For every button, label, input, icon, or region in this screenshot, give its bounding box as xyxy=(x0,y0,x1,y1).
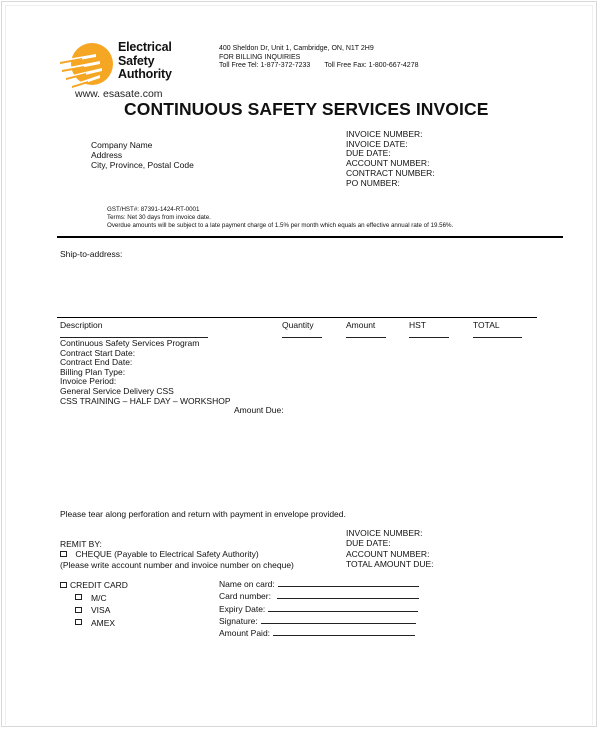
amount-paid-row xyxy=(219,628,419,640)
contract-number-label: CONTRACT NUMBER: xyxy=(346,167,435,178)
amex-checkbox[interactable] xyxy=(75,619,82,625)
card-details xyxy=(219,579,419,640)
billing-inquiries-label: FOR BILLING INQUIRIES xyxy=(219,53,301,61)
remit-total-amount-due-label: TOTAL AMOUNT DUE: xyxy=(346,559,434,570)
line-items xyxy=(60,339,231,406)
signature-label: Signature: xyxy=(219,615,258,626)
credit-card-label: CREDIT CARD xyxy=(70,580,128,590)
cheque-checkbox[interactable] xyxy=(60,551,67,557)
address-line: 400 Sheldon Dr, Unit 1, Cambridge, ON, N1T 2H9 xyxy=(219,45,374,52)
line-item: Contract Start Date: xyxy=(60,347,136,358)
amount-underline xyxy=(346,337,386,338)
logo-line: Authority xyxy=(118,67,172,81)
section-divider xyxy=(57,236,563,238)
remit-invoice-number-label: INVOICE NUMBER: xyxy=(346,528,423,538)
visa-checkbox[interactable] xyxy=(75,607,82,613)
website-link[interactable]: www. esasate.com xyxy=(75,88,163,100)
company-city: City, Province, Postal Code xyxy=(91,160,194,170)
col-hst: HST xyxy=(409,320,426,330)
line-item: CSS TRAINING – HALF DAY – WORKSHOP xyxy=(60,395,231,406)
po-number-label: PO NUMBER: xyxy=(346,177,400,188)
hst-underline xyxy=(409,337,449,338)
invoice-date-label: INVOICE DATE: xyxy=(346,138,408,149)
tear-instruction: Please tear along perforation and return with payment in envelope provided. xyxy=(60,509,346,519)
card-number-field[interactable] xyxy=(277,598,419,599)
esa-swoosh-icon xyxy=(60,40,116,92)
amount-paid-label: Amount Paid: xyxy=(219,628,271,639)
quantity-underline xyxy=(282,337,322,338)
signature-field[interactable] xyxy=(261,623,416,624)
col-quantity: Quantity xyxy=(282,320,314,330)
company-name: Company Name xyxy=(91,140,153,150)
line-item: Continuous Safety Services Program xyxy=(60,338,200,348)
logo-line: Electrical xyxy=(118,40,172,54)
table-top-rule xyxy=(57,317,537,318)
total-underline xyxy=(473,337,522,338)
col-total: TOTAL xyxy=(473,320,500,330)
remit-by-label: REMIT BY: xyxy=(60,539,102,549)
tax-terms-block xyxy=(107,206,453,231)
card-number-label: Card number: xyxy=(219,591,271,602)
company-address: Address xyxy=(91,150,123,160)
invoice-number-label: INVOICE NUMBER: xyxy=(346,129,423,139)
remit-account-number-label: ACCOUNT NUMBER: xyxy=(346,548,430,559)
visa-label: VISA xyxy=(91,605,111,615)
col-amount: Amount xyxy=(346,320,376,330)
name-on-card-label: Name on card: xyxy=(219,579,275,589)
name-on-card-row xyxy=(219,579,419,591)
due-date-label: DUE DATE: xyxy=(346,148,391,159)
toll-free-tel: Toll Free Tel: 1-877-372-7233 xyxy=(219,62,311,69)
cheque-note: (Please write account number and invoice number on cheque) xyxy=(60,559,294,570)
amount-paid-field[interactable] xyxy=(273,635,415,636)
logo-wordmark xyxy=(118,41,172,82)
cheque-label: CHEQUE (Payable to Electrical Safety Authority) xyxy=(75,549,259,560)
expiry-date-field[interactable] xyxy=(268,611,418,612)
account-number-label: ACCOUNT NUMBER: xyxy=(346,158,430,169)
bill-to-block xyxy=(91,140,194,170)
name-on-card-field[interactable] xyxy=(278,586,419,587)
credit-card-options xyxy=(60,579,128,629)
amount-due-label: Amount Due: xyxy=(234,405,284,415)
expiry-date-label: Expiry Date: xyxy=(219,603,266,614)
mc-checkbox[interactable] xyxy=(75,594,82,600)
toll-free-fax: Toll Free Fax: 1-800-667-4278 xyxy=(324,62,419,69)
ship-to-label: Ship-to-address: xyxy=(60,249,123,259)
card-number-row xyxy=(219,591,419,603)
amex-label: AMEX xyxy=(91,617,116,628)
mc-label: M/C xyxy=(91,592,107,603)
line-item: Billing Plan Type: xyxy=(60,366,126,377)
remit-due-date-label: DUE DATE: xyxy=(346,538,391,549)
line-item: Invoice Period: xyxy=(60,376,117,387)
gst-number: GST/HST#: 87391-1424-RT-0001 xyxy=(107,206,200,213)
billing-address-block xyxy=(219,45,419,71)
remit-block xyxy=(60,539,294,570)
logo-line: Safety xyxy=(118,53,155,68)
invoice-title: CONTINUOUS SAFETY SERVICES INVOICE xyxy=(124,99,489,119)
remit-fields xyxy=(346,528,434,570)
invoice-fields xyxy=(346,130,435,188)
line-item: Contract End Date: xyxy=(60,357,133,368)
payment-terms: Terms: Net 30 days from invoice date. xyxy=(107,214,211,222)
signature-row xyxy=(219,616,419,628)
overdue-note: Overdue amounts will be subject to a late payment charge of 1.5% per month which equals an effective annual rate of 19.56%. xyxy=(107,222,454,230)
col-description: Description xyxy=(60,320,103,330)
line-item: General Service Delivery CSS xyxy=(60,385,174,396)
expiry-date-row xyxy=(219,604,419,616)
credit-card-checkbox[interactable] xyxy=(60,582,67,588)
